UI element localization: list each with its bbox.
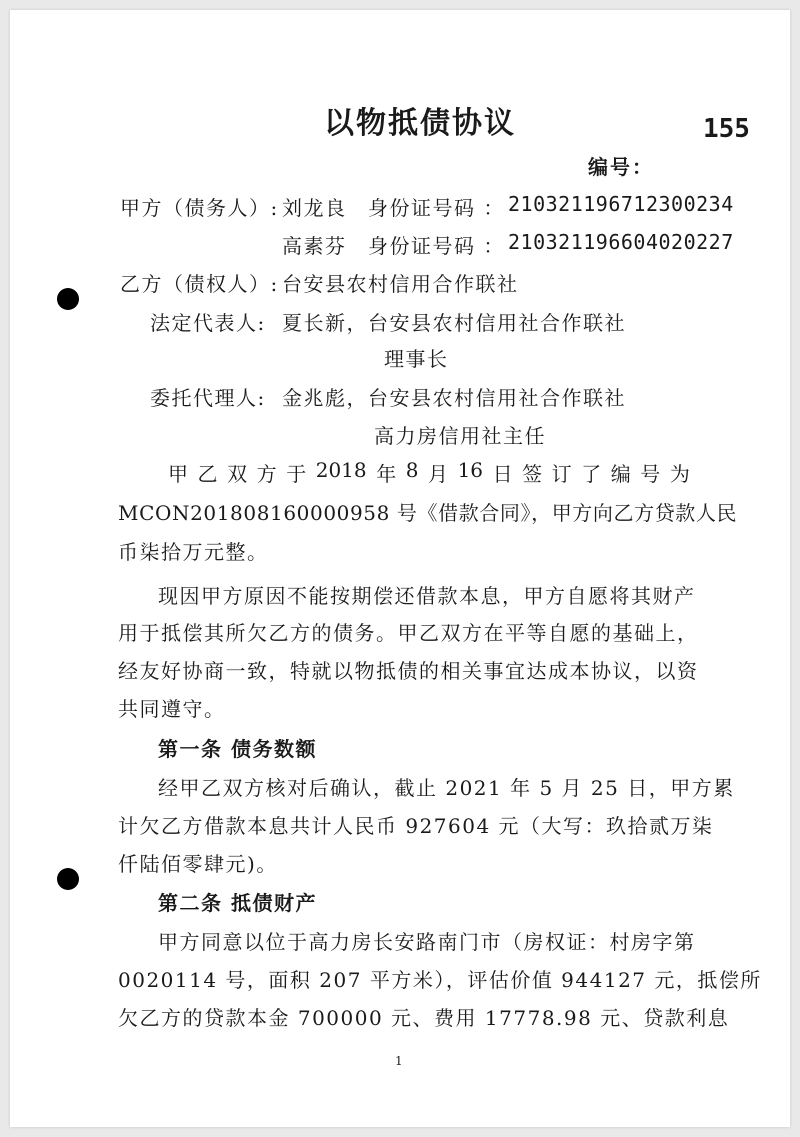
party-a-person-2-id-label: 身份证号码 ：	[368, 234, 505, 258]
text-fragment: 订	[551, 462, 572, 486]
article-2-line-2: 0020114 号，面积 207 平方米），评估价值 944127 元，抵偿所	[118, 968, 762, 992]
party-b-name: 台安县农村信用合作联社	[282, 272, 519, 296]
punch-hole-bottom	[57, 868, 79, 890]
text-fragment: 甲	[168, 462, 188, 486]
text-fragment: 编	[610, 462, 631, 486]
party-a-person-2-name: 高素芬	[282, 234, 347, 258]
article-2-line-1: 甲方同意以位于高力房长安路南门市（房权证：村房字第	[158, 930, 696, 954]
party-a-label: 甲方（债务人）:	[120, 196, 279, 220]
paragraph-2-line-3: 经友好协商一致，特就以物抵债的相关事宜达成本协议，以资	[118, 659, 699, 683]
agent-title: 高力房信用社主任	[374, 424, 546, 448]
agent-label: 委托代理人:	[150, 386, 266, 410]
text-fragment: 了	[581, 462, 602, 486]
text-fragment: 2018	[315, 458, 367, 482]
text-fragment: 双	[227, 462, 248, 486]
text-fragment: 8	[405, 458, 419, 482]
paragraph-1-line-1	[168, 458, 690, 487]
paragraph-1-line-2: MCON201808160000958 号《借款合同》，甲方向乙方贷款人民	[118, 501, 738, 525]
article-1-line-1: 经甲乙双方核对后确认，截止 2021 年 5 月 25 日，甲方累	[158, 776, 735, 800]
article-1-heading: 第一条 债务数额	[158, 737, 317, 761]
legal-rep-label: 法定代表人:	[150, 311, 266, 335]
page-number-stamp: 155	[703, 114, 750, 144]
text-fragment: 于	[286, 462, 307, 486]
paragraph-2-line-2: 用于抵偿其所欠乙方的债务。甲乙双方在平等自愿的基础上，	[118, 621, 699, 645]
article-2-line-3: 欠乙方的贷款本金 700000 元、费用 17778.98 元、贷款利息	[118, 1006, 730, 1030]
article-1-line-2: 计欠乙方借款本息共计人民币 927604 元（大写：玖拾贰万柒	[118, 814, 714, 838]
contract-number-label: 编号：	[588, 155, 654, 179]
text-fragment: 乙	[197, 462, 218, 486]
article-2-heading: 第二条 抵债财产	[158, 891, 317, 915]
document-title: 以物抵债协议	[324, 106, 516, 141]
party-a-person-1-id-label: 身份证号码 ：	[368, 196, 505, 220]
text-fragment: 签	[522, 462, 543, 486]
paragraph-1-line-3: 币柒拾万元整。	[118, 540, 269, 564]
text-fragment: 年	[376, 462, 397, 486]
text-fragment: 方	[256, 462, 277, 486]
footer-page-number: 1	[395, 1054, 403, 1068]
agent-value: 金兆彪，台安县农村信用社合作联社	[282, 386, 626, 410]
text-fragment: 为	[669, 462, 690, 486]
party-a-person-1-name: 刘龙良	[282, 196, 347, 220]
paragraph-2-line-4: 共同遵守。	[118, 697, 226, 721]
document-page	[10, 10, 790, 1127]
text-fragment: 16	[457, 458, 484, 482]
text-fragment: 号	[640, 462, 661, 486]
legal-rep-value: 夏长新，台安县农村信用社合作联社	[282, 311, 626, 335]
party-a-person-1-id: 210321196712300234	[508, 192, 734, 216]
punch-hole-top	[57, 288, 79, 310]
party-b-label: 乙方（债权人）:	[120, 272, 279, 296]
paragraph-2-line-1: 现因甲方原因不能按期偿还借款本息，甲方自愿将其财产	[158, 584, 696, 608]
party-a-person-2-id: 210321196604020227	[508, 230, 734, 254]
legal-rep-title: 理事长	[384, 347, 449, 371]
text-fragment: 月	[428, 462, 449, 486]
text-fragment: 日	[492, 462, 513, 486]
article-1-line-3: 仟陆佰零肆元)。	[118, 852, 278, 876]
